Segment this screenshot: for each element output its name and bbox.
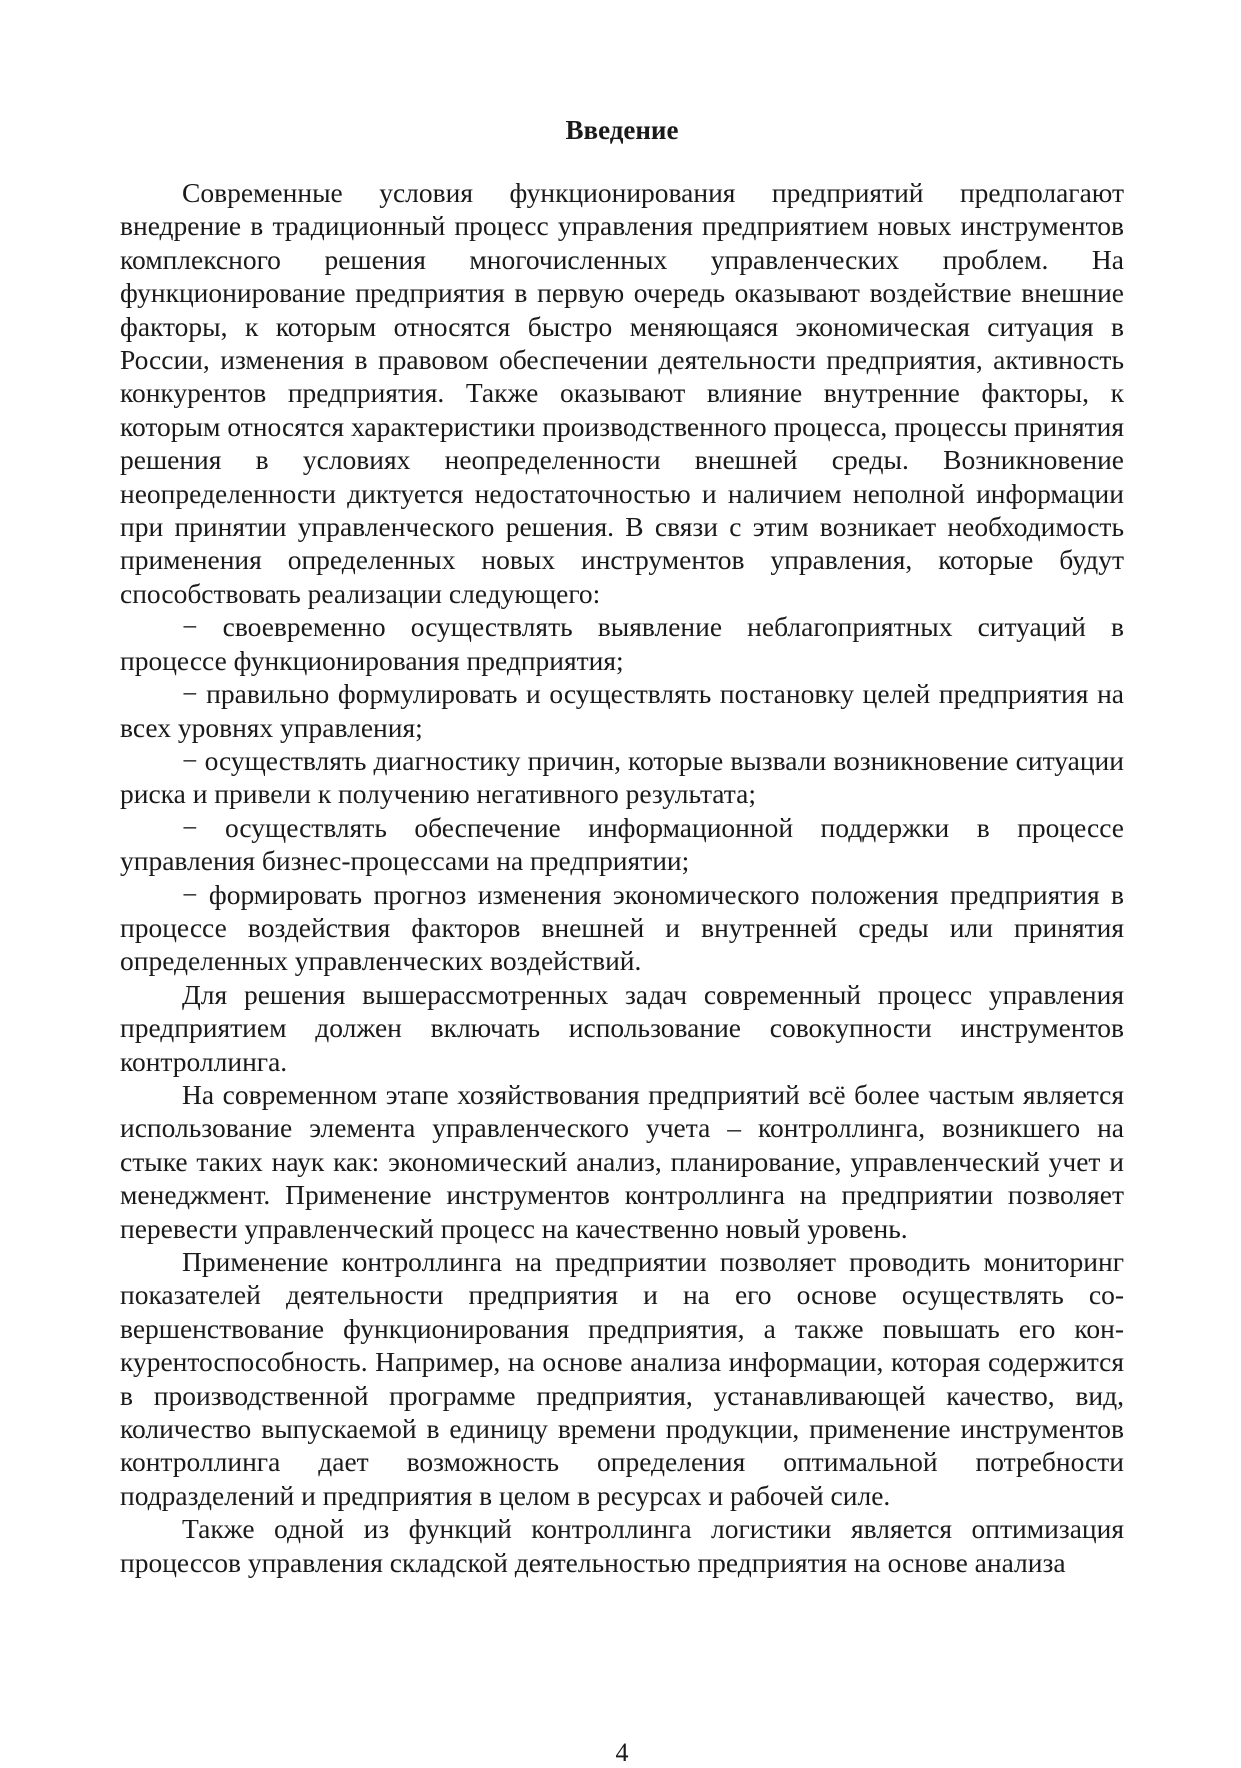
list-item: − формировать прогноз изменения экономического положения предприятия в процессе воздействия факторов внешней и внутренней среды или принятия определенных управленческих воздействий. — [120, 878, 1124, 977]
paragraph-intro: Современные условия функционирования предприятий предполагают внедрение в традиционный процесс управления предприятием новых инструментов комплексного решения многочисленных управленческих проблем. На функционирование предприятия в первую очередь оказывают воздействие внешние факторы, к которым относятся быстро меняющаяся экономическая ситуация в России, изменения в правовом обеспечении деятельности предприятия, активность конкурентов предприятия. Также оказывают влияние внутренние факторы, к которым относятся характеристики производственного процесса, процессы принятия решения в условиях неопределенности внешней среды. Возникновение неопределенности диктуется недостаточностью и наличием неполной информации при принятии управленческого решения. В связи с этим возникает необходимость применения определенных новых инструментов управления, которые будут способствовать реализации следующего: — [120, 177, 1124, 609]
list-item: − осуществлять диагностику причин, которые вызвали возникновение ситуации риска и привели к получению негативного результата; — [120, 744, 1124, 810]
section-title: Введение — [565, 115, 679, 145]
paragraph: Для решения вышерассмотренных задач современный процесс управления предприятием должен включать использование совокупности инструментов контроллинга. — [120, 978, 1124, 1077]
list-item: − осуществлять обеспечение информационной поддержки в процессе управления бизнес-процессами на предприятии; — [120, 811, 1124, 877]
paragraph: Применение контроллинга на предприятии позволяет проводить мониторинг показателей деятельности предприятия и на его основе осуществлять совершенствование функционирования предприятия, а также повышать его конкурентоспособность. Например, на основе анализа информации, которая содержится в производственной программе предприятия, устанавливающей качество, вид, количество выпускаемой в единицу времени продукции, применение инструментов контроллинга дает возможность определения оптимальной потребности подразделений и предприятия в целом в ресурсах и рабочей силе. — [120, 1246, 1124, 1511]
page-number: 4 — [615, 1738, 629, 1767]
list-item: − правильно формулировать и осуществлять постановку целей предприятия на всех уровнях управления; — [120, 678, 1124, 743]
list-item: − своевременно осуществлять выявление неблагоприятных ситуаций в процессе функционирования предприятия; — [120, 611, 1124, 676]
paragraph: Также одной из функций контроллинга логистики является оптимизация процессов управления складской деятельностью предприятия на основе анализа — [120, 1513, 1124, 1578]
document-body — [120, 176, 1124, 1579]
document-page — [120, 110, 1124, 1767]
paragraph: На современном этапе хозяйствования предприятий всё более частым является использование элемента управленческого учета – контроллинга, возникшего на стыке таких наук как: экономический анализ, планирование, управленческий учет и менеджмент. Применение инструментов контроллинга на предприятии позволяет перевести управленческий процесс на качественно новый уровень. — [120, 1078, 1124, 1244]
